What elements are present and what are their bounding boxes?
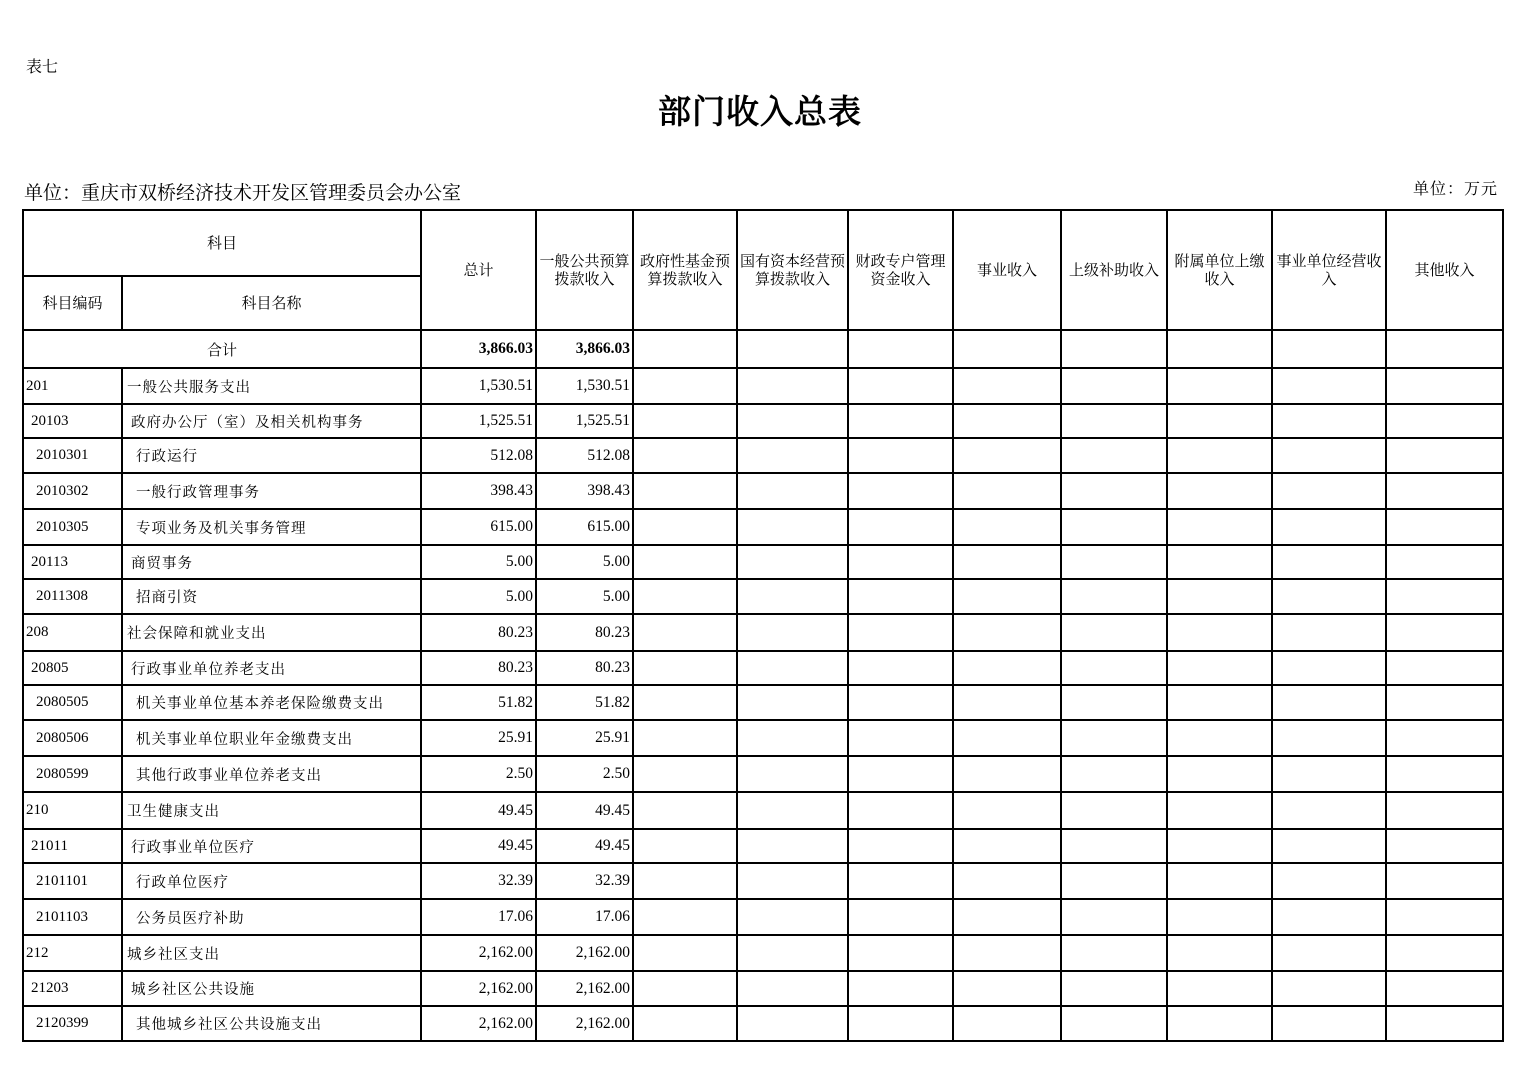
empty-cell	[1272, 971, 1386, 1006]
subject-code-cell: 2080506	[23, 720, 122, 756]
empty-cell	[1386, 935, 1503, 971]
empty-cell	[633, 685, 737, 720]
table-row	[23, 579, 1503, 614]
empty-cell	[1386, 829, 1503, 863]
empty-cell	[953, 792, 1061, 829]
table-row	[23, 368, 1503, 404]
total-cell: 32.39	[421, 863, 536, 899]
subject-code-cell: 2080599	[23, 756, 122, 792]
subject-name-cell: 商贸事务	[122, 545, 421, 579]
table-row	[23, 509, 1503, 545]
total-cell: 512.08	[421, 438, 536, 473]
total-cell: 49.45	[421, 792, 536, 829]
empty-cell	[1061, 756, 1167, 792]
empty-cell	[1386, 651, 1503, 685]
col-general-budget: 一般公共预算拨款收入	[536, 210, 633, 330]
table-row	[23, 438, 1503, 473]
empty-cell	[633, 509, 737, 545]
subject-name-cell: 卫生健康支出	[122, 792, 421, 829]
empty-cell	[848, 899, 953, 935]
col-state-capital: 国有资本经营预算拨款收入	[737, 210, 848, 330]
empty-cell	[953, 1006, 1061, 1041]
subject-name-cell: 行政事业单位养老支出	[122, 651, 421, 685]
empty-cell	[953, 651, 1061, 685]
table-row	[23, 829, 1503, 863]
empty-cell	[737, 720, 848, 756]
unit-measure: 单位：万元	[1412, 179, 1498, 198]
col-operating: 事业单位经营收入	[1272, 210, 1386, 330]
empty-cell	[1167, 473, 1272, 509]
subject-name-cell: 公务员医疗补助	[122, 899, 421, 935]
col-code: 科目编码	[23, 276, 122, 330]
table-row	[23, 651, 1503, 685]
empty-cell	[1272, 899, 1386, 935]
empty-cell	[848, 579, 953, 614]
empty-cell	[1167, 829, 1272, 863]
empty-cell	[633, 473, 737, 509]
empty-cell	[737, 1006, 848, 1041]
empty-cell	[1272, 1006, 1386, 1041]
empty-cell	[737, 651, 848, 685]
col-gov-fund: 政府性基金预算拨款收入	[633, 210, 737, 330]
empty-cell	[1272, 330, 1386, 368]
revenue-table	[22, 209, 1504, 1042]
subject-code-cell: 2101101	[23, 863, 122, 899]
empty-cell	[848, 651, 953, 685]
empty-cell	[1061, 863, 1167, 899]
table-row	[23, 545, 1503, 579]
table-body	[23, 330, 1503, 1041]
empty-cell	[1167, 935, 1272, 971]
total-cell: 2,162.00	[421, 1006, 536, 1041]
empty-cell	[1167, 685, 1272, 720]
empty-cell	[1167, 792, 1272, 829]
empty-cell	[737, 438, 848, 473]
general-budget-cell: 17.06	[536, 899, 633, 935]
general-budget-cell: 80.23	[536, 614, 633, 651]
subject-code-cell: 2010301	[23, 438, 122, 473]
empty-cell	[848, 756, 953, 792]
empty-cell	[1167, 863, 1272, 899]
page-title: 部门收入总表	[658, 92, 862, 131]
general-budget-cell: 2,162.00	[536, 1006, 633, 1041]
total-cell: 2.50	[421, 756, 536, 792]
empty-cell	[737, 899, 848, 935]
empty-cell	[633, 404, 737, 438]
general-budget-cell: 615.00	[536, 509, 633, 545]
general-budget-cell: 25.91	[536, 720, 633, 756]
empty-cell	[848, 792, 953, 829]
empty-cell	[848, 1006, 953, 1041]
empty-cell	[1386, 899, 1503, 935]
general-budget-cell: 1,525.51	[536, 404, 633, 438]
empty-cell	[1167, 651, 1272, 685]
general-budget-cell: 2,162.00	[536, 935, 633, 971]
empty-cell	[1167, 545, 1272, 579]
empty-cell	[1386, 792, 1503, 829]
empty-cell	[1061, 438, 1167, 473]
empty-cell	[1061, 935, 1167, 971]
total-cell: 17.06	[421, 899, 536, 935]
empty-cell	[633, 829, 737, 863]
empty-cell	[1061, 792, 1167, 829]
empty-cell	[1272, 685, 1386, 720]
empty-cell	[1061, 404, 1167, 438]
empty-cell	[1061, 971, 1167, 1006]
empty-cell	[1386, 1006, 1503, 1041]
empty-cell	[1061, 614, 1167, 651]
subject-name-cell: 招商引资	[122, 579, 421, 614]
subject-code-cell: 21011	[23, 829, 122, 863]
general-budget-cell: 32.39	[536, 863, 633, 899]
empty-cell	[1386, 545, 1503, 579]
empty-cell	[1061, 579, 1167, 614]
empty-cell	[1272, 792, 1386, 829]
table-row	[23, 614, 1503, 651]
empty-cell	[737, 368, 848, 404]
table-row	[23, 899, 1503, 935]
empty-cell	[1386, 756, 1503, 792]
empty-cell	[953, 579, 1061, 614]
general-budget-cell: 398.43	[536, 473, 633, 509]
general-budget-cell: 5.00	[536, 579, 633, 614]
total-cell: 398.43	[421, 473, 536, 509]
subject-code-cell: 20113	[23, 545, 122, 579]
subject-name-cell: 行政单位医疗	[122, 863, 421, 899]
empty-cell	[737, 935, 848, 971]
empty-cell	[1386, 614, 1503, 651]
empty-cell	[1386, 579, 1503, 614]
empty-cell	[1272, 935, 1386, 971]
table-row	[23, 792, 1503, 829]
col-affiliated: 附属单位上缴收入	[1167, 210, 1272, 330]
empty-cell	[1386, 509, 1503, 545]
empty-cell	[953, 368, 1061, 404]
subject-name-cell: 其他城乡社区公共设施支出	[122, 1006, 421, 1041]
empty-cell	[953, 935, 1061, 971]
empty-cell	[633, 935, 737, 971]
empty-cell	[848, 438, 953, 473]
table-row	[23, 404, 1503, 438]
subject-code-cell: 210	[23, 792, 122, 829]
empty-cell	[1061, 509, 1167, 545]
total-cell: 80.23	[421, 614, 536, 651]
subject-code-cell: 20805	[23, 651, 122, 685]
empty-cell	[1167, 756, 1272, 792]
subject-name-cell: 一般公共服务支出	[122, 368, 421, 404]
empty-cell	[737, 863, 848, 899]
total-row	[23, 330, 1503, 368]
empty-cell	[1167, 720, 1272, 756]
empty-cell	[848, 330, 953, 368]
empty-cell	[633, 1006, 737, 1041]
empty-cell	[1386, 971, 1503, 1006]
subject-code-cell: 208	[23, 614, 122, 651]
empty-cell	[1167, 330, 1272, 368]
subject-name-cell: 行政运行	[122, 438, 421, 473]
general-budget-cell: 1,530.51	[536, 368, 633, 404]
empty-cell	[1386, 368, 1503, 404]
empty-cell	[633, 438, 737, 473]
total-cell: 2,162.00	[421, 971, 536, 1006]
subject-name-cell: 一般行政管理事务	[122, 473, 421, 509]
total-cell: 49.45	[421, 829, 536, 863]
empty-cell	[953, 545, 1061, 579]
empty-cell	[1061, 330, 1167, 368]
empty-cell	[1386, 863, 1503, 899]
total-cell: 1,525.51	[421, 404, 536, 438]
empty-cell	[1386, 330, 1503, 368]
empty-cell	[633, 579, 737, 614]
empty-cell	[848, 720, 953, 756]
empty-cell	[1061, 545, 1167, 579]
empty-cell	[1272, 404, 1386, 438]
subject-name-cell: 其他行政事业单位养老支出	[122, 756, 421, 792]
empty-cell	[1386, 404, 1503, 438]
empty-cell	[848, 971, 953, 1006]
col-superior-subsidy: 上级补助收入	[1061, 210, 1167, 330]
empty-cell	[1272, 579, 1386, 614]
empty-cell	[848, 404, 953, 438]
empty-cell	[1061, 685, 1167, 720]
empty-cell	[953, 756, 1061, 792]
empty-cell	[1272, 651, 1386, 685]
empty-cell	[1272, 720, 1386, 756]
empty-cell	[1272, 829, 1386, 863]
empty-cell	[633, 545, 737, 579]
empty-cell	[1167, 899, 1272, 935]
empty-cell	[737, 404, 848, 438]
table-row	[23, 935, 1503, 971]
empty-cell	[953, 971, 1061, 1006]
total-cell: 5.00	[421, 579, 536, 614]
subject-code-cell: 2120399	[23, 1006, 122, 1041]
col-business: 事业收入	[953, 210, 1061, 330]
total-cell: 615.00	[421, 509, 536, 545]
col-total: 总计	[421, 210, 536, 330]
empty-cell	[737, 330, 848, 368]
empty-cell	[848, 685, 953, 720]
empty-cell	[1167, 404, 1272, 438]
empty-cell	[633, 651, 737, 685]
table-row	[23, 1006, 1503, 1041]
table-label: 表七	[26, 57, 59, 76]
empty-cell	[737, 473, 848, 509]
empty-cell	[737, 792, 848, 829]
empty-cell	[633, 368, 737, 404]
empty-cell	[1061, 473, 1167, 509]
general-budget-cell: 49.45	[536, 792, 633, 829]
empty-cell	[737, 756, 848, 792]
table-row	[23, 720, 1503, 756]
empty-cell	[737, 685, 848, 720]
empty-cell	[737, 509, 848, 545]
unit-organization: 单位：重庆市双桥经济技术开发区管理委员会办公室	[24, 182, 462, 204]
total-cell: 1,530.51	[421, 368, 536, 404]
empty-cell	[848, 545, 953, 579]
subject-code-cell: 2010305	[23, 509, 122, 545]
empty-cell	[633, 330, 737, 368]
total-cell: 51.82	[421, 685, 536, 720]
empty-cell	[848, 935, 953, 971]
empty-cell	[1386, 720, 1503, 756]
subject-code-cell: 2011308	[23, 579, 122, 614]
header-row	[23, 210, 1503, 276]
subject-code-cell: 201	[23, 368, 122, 404]
empty-cell	[1272, 863, 1386, 899]
subject-code-cell: 2010302	[23, 473, 122, 509]
table-row	[23, 863, 1503, 899]
table-header	[23, 210, 1503, 330]
empty-cell	[633, 756, 737, 792]
total-cell: 5.00	[421, 545, 536, 579]
col-name: 科目名称	[122, 276, 421, 330]
total-general-budget-cell: 3,866.03	[536, 330, 633, 368]
empty-cell	[737, 829, 848, 863]
empty-cell	[1272, 509, 1386, 545]
empty-cell	[1167, 368, 1272, 404]
empty-cell	[848, 614, 953, 651]
empty-cell	[737, 545, 848, 579]
empty-cell	[1272, 473, 1386, 509]
subject-name-cell: 机关事业单位基本养老保险缴费支出	[122, 685, 421, 720]
table-row	[23, 685, 1503, 720]
empty-cell	[1167, 971, 1272, 1006]
general-budget-cell: 2.50	[536, 756, 633, 792]
subject-code-cell: 2101103	[23, 899, 122, 935]
empty-cell	[1061, 899, 1167, 935]
general-budget-cell: 5.00	[536, 545, 633, 579]
empty-cell	[1061, 829, 1167, 863]
subject-name-cell: 政府办公厅（室）及相关机构事务	[122, 404, 421, 438]
empty-cell	[633, 971, 737, 1006]
empty-cell	[633, 614, 737, 651]
empty-cell	[953, 509, 1061, 545]
empty-cell	[953, 685, 1061, 720]
empty-cell	[848, 368, 953, 404]
empty-cell	[1167, 614, 1272, 651]
total-label: 合计	[23, 330, 421, 368]
subject-code-cell: 20103	[23, 404, 122, 438]
empty-cell	[1061, 720, 1167, 756]
general-budget-cell: 512.08	[536, 438, 633, 473]
empty-cell	[1167, 579, 1272, 614]
empty-cell	[953, 473, 1061, 509]
empty-cell	[848, 509, 953, 545]
empty-cell	[737, 579, 848, 614]
empty-cell	[1272, 368, 1386, 404]
general-budget-cell: 80.23	[536, 651, 633, 685]
col-other: 其他收入	[1386, 210, 1503, 330]
subject-code-cell: 2080505	[23, 685, 122, 720]
empty-cell	[1061, 1006, 1167, 1041]
table-row	[23, 971, 1503, 1006]
empty-cell	[1167, 1006, 1272, 1041]
empty-cell	[633, 899, 737, 935]
empty-cell	[1061, 368, 1167, 404]
empty-cell	[1272, 756, 1386, 792]
empty-cell	[1386, 685, 1503, 720]
general-budget-cell: 51.82	[536, 685, 633, 720]
empty-cell	[1386, 438, 1503, 473]
empty-cell	[848, 829, 953, 863]
subject-name-cell: 社会保障和就业支出	[122, 614, 421, 651]
empty-cell	[953, 863, 1061, 899]
table-row	[23, 473, 1503, 509]
empty-cell	[953, 330, 1061, 368]
empty-cell	[737, 614, 848, 651]
empty-cell	[633, 863, 737, 899]
total-cell: 2,162.00	[421, 935, 536, 971]
empty-cell	[1167, 438, 1272, 473]
table-row	[23, 756, 1503, 792]
general-budget-cell: 49.45	[536, 829, 633, 863]
col-subject: 科目	[23, 210, 421, 276]
empty-cell	[1272, 545, 1386, 579]
total-cell: 3,866.03	[421, 330, 536, 368]
subject-name-cell: 城乡社区公共设施	[122, 971, 421, 1006]
subject-name-cell: 机关事业单位职业年金缴费支出	[122, 720, 421, 756]
empty-cell	[1167, 509, 1272, 545]
empty-cell	[953, 720, 1061, 756]
empty-cell	[848, 473, 953, 509]
subject-name-cell: 城乡社区支出	[122, 935, 421, 971]
subject-name-cell: 行政事业单位医疗	[122, 829, 421, 863]
subject-code-cell: 21203	[23, 971, 122, 1006]
empty-cell	[633, 792, 737, 829]
empty-cell	[1272, 614, 1386, 651]
subject-name-cell: 专项业务及机关事务管理	[122, 509, 421, 545]
total-cell: 25.91	[421, 720, 536, 756]
empty-cell	[1386, 473, 1503, 509]
empty-cell	[1272, 438, 1386, 473]
empty-cell	[953, 404, 1061, 438]
col-fiscal-special: 财政专户管理资金收入	[848, 210, 953, 330]
total-cell: 80.23	[421, 651, 536, 685]
empty-cell	[953, 614, 1061, 651]
empty-cell	[848, 863, 953, 899]
empty-cell	[633, 720, 737, 756]
empty-cell	[1061, 651, 1167, 685]
subject-code-cell: 212	[23, 935, 122, 971]
empty-cell	[953, 899, 1061, 935]
empty-cell	[953, 829, 1061, 863]
empty-cell	[737, 971, 848, 1006]
general-budget-cell: 2,162.00	[536, 971, 633, 1006]
empty-cell	[953, 438, 1061, 473]
